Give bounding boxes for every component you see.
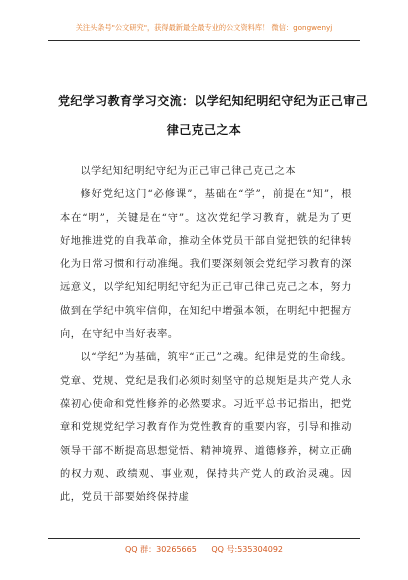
- footer-contact: [48, 544, 360, 555]
- document-title-line-1: 党纪学习教育学习交流：以学纪知纪明纪守纪为正己审己: [58, 94, 369, 108]
- document-title-line-2: 律己克己之本: [166, 123, 242, 137]
- footer-qq-number: QQ 号:535304092: [211, 545, 284, 554]
- body-paragraph-1: 修好党纪这门“必修课”，基础在“学”，前提在“知”，根本在“明”，关键是在“守”。这次党纪学习教育，就是为了更好地推进党的自我革命，推动全体党员干部自觉把铁的纪律转化为日常习惯和行动准绳。我们要深刻领会党纪学习教育的深远意义，以学纪知纪明纪守纪为正己审己律己克己之本，努力做到在学纪中筑牢信仰，在知纪中增强本领，在明纪中把握方向，在守纪中当好表率。: [60, 189, 352, 341]
- page-header: [48, 14, 360, 41]
- document-subtitle: 以学纪知纪明纪守纪为正己审己律己克己之本: [80, 166, 297, 177]
- header-promo-text: 关注头条号"公文研究"，获得最新最全最专业的公文资料库！ 微信：gongwenyj: [75, 23, 333, 32]
- page-footer: [48, 538, 360, 559]
- document-body: [60, 160, 352, 509]
- body-paragraph-2: 以“学纪”为基础，筑牢“正己”之魂。纪律是党的生命线。党章、党规、党纪是我们必须时刻坚守的总规矩是共产党人永葆初心使命和党性修养的必然要求。习近平总书记指出，把党章和党规党纪学习教育作为党性教育的重要内容，引导和推动领导干部不断提高思想觉悟、精神境界、道德修养，树立正确的权力观、政绩观、事业观，保持共产党人的政治灵魂。因此，党员干部要始终保持虚: [60, 352, 352, 504]
- footer-qq-group: QQ 群：30265665: [124, 545, 197, 554]
